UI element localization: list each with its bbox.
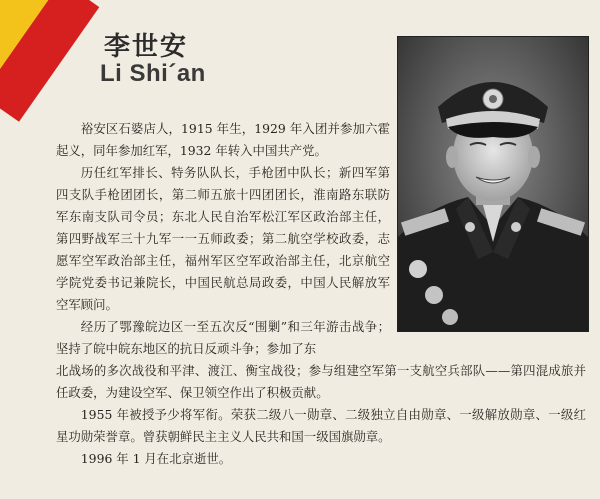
bio-paragraph-honors: 1955 年被授予少将军衔。荣获二级八一勋章、二级独立自由勋章、一级解放勋章、一级红星功勋荣誉章。曾获朝鲜民主主义人民共和国一级国旗勋章。 — [56, 407, 586, 444]
person-name-pinyin: Li Shi´an — [100, 60, 206, 87]
bio-paragraph-campaigns: 经历了鄂豫皖边区一至五次反“围剿”和三年游击战争；坚持了皖中皖东地区的抗日反顽斗争；参加了东 — [56, 319, 390, 356]
person-name-chinese: 李世安 — [104, 32, 189, 62]
bio-paragraph-campaigns-cont: 北战场的多次战役和平津、渡江、衡宝战役；参与组建空军第一支航空兵部队——第四混成旅并任政委，为建设空军、保卫领空作出了积极贡献。 — [56, 363, 586, 400]
biography-text — [56, 118, 586, 470]
bio-paragraph-origin: 裕安区石婆店人，1915 年生，1929 年入团并参加六霍起义，同年参加红军，1932 年转入中国共产党。 — [56, 121, 390, 158]
bio-paragraph-positions: 历任红军排长、特务队队长，手枪团中队长；新四军第四支队手枪团团长，第二师五旅十四团团长，淮南路东联防军东南支队司令员；东北人民自治军松江军区政治部主任，第四野战军三十九军一一五师政委；第二航空学校政委，志愿军空军政治部主任，福州军区空军政治部主任，北京航空学院党委书记兼院长，中国民航总局政委，中国人民解放军空军顾问。 — [56, 165, 390, 312]
bio-paragraph-death: 1996 年 1 月在北京逝世。 — [80, 451, 232, 466]
